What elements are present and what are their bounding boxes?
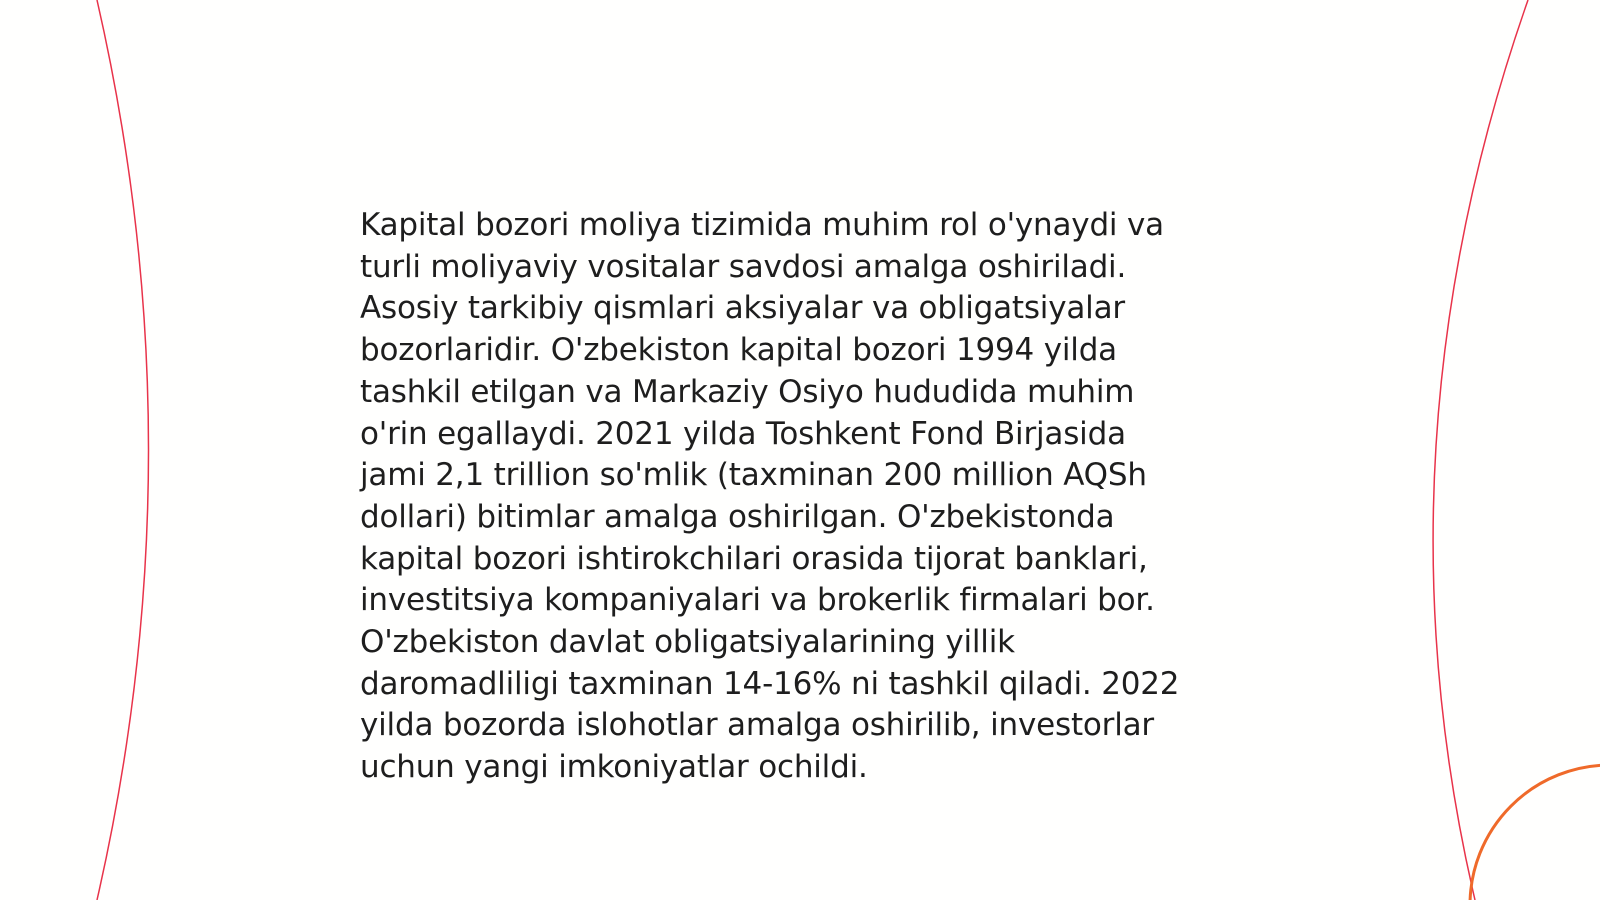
paragraph-line: uchun yangi imkoniyatlar ochildi. xyxy=(360,749,868,786)
paragraph-line: investitsiya kompaniyalari va brokerlik firmalari bor. xyxy=(360,582,1155,619)
paragraph-line: jami 2,1 trillion so'mlik (taxminan 200 million AQSh xyxy=(360,457,1147,494)
paragraph-line: dollari) bitimlar amalga oshirilgan. O'zbekistonda xyxy=(360,498,1115,535)
left-curve xyxy=(97,0,149,900)
paragraph-line: Asosiy tarkibiy qismlari aksiyalar va obligatsiyalar xyxy=(360,290,1125,327)
paragraph-line: o'rin egallaydi. 2021 yilda Toshkent Fond Birjasida xyxy=(360,415,1126,452)
paragraph-line: O'zbekiston davlat obligatsiyalarining yillik xyxy=(360,624,1015,661)
paragraph-line: yilda bozorda islohotlar amalga oshirilib, investorlar xyxy=(360,707,1154,744)
paragraph-line: daromadliligi taxminan 14-16% ni tashkil qiladi. 2022 xyxy=(360,665,1180,702)
accent-circle xyxy=(1470,765,1600,900)
paragraph-line: tashkil etilgan va Markaziy Osiyo hududida muhim xyxy=(360,373,1135,410)
paragraph-line: kapital bozori ishtirokchilari orasida tijorat banklari, xyxy=(360,540,1148,577)
paragraph-line: Kapital bozori moliya tizimida muhim rol o'ynaydi va xyxy=(360,207,1164,243)
paragraph-line: turli moliyaviy vositalar savdosi amalga oshiriladi. xyxy=(360,248,1127,285)
paragraph-line: bozorlaridir. O'zbekiston kapital bozori 1994 yilda xyxy=(360,332,1117,369)
right-curve xyxy=(1433,0,1528,900)
body-paragraph xyxy=(360,205,1240,789)
